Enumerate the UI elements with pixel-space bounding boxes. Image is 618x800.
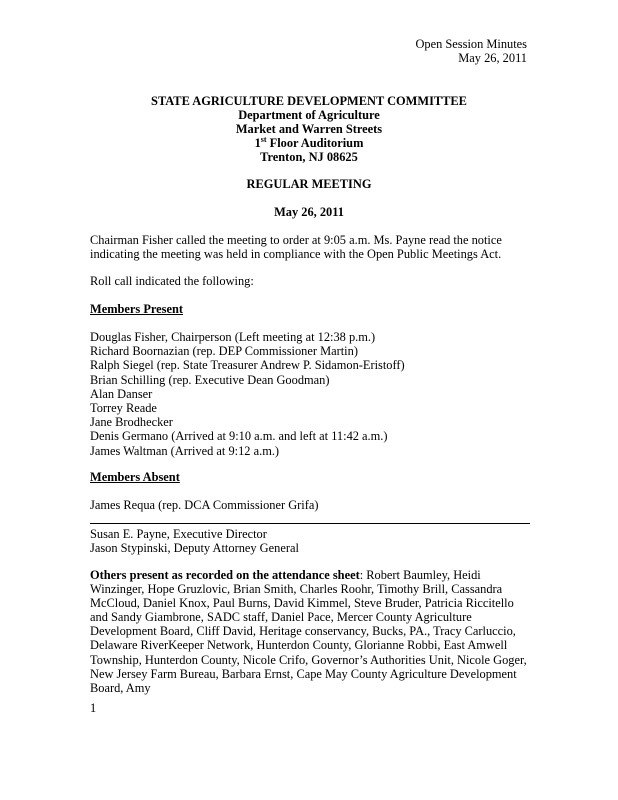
list-item: James Waltman (Arrived at 9:12 a.m.) (90, 443, 280, 458)
committee-name: STATE AGRICULTURE DEVELOPMENT COMMITTEE (151, 94, 467, 108)
list-item: Torrey Reade (90, 400, 157, 415)
meeting-date: May 26, 2011 (274, 205, 344, 219)
venue (0, 136, 618, 150)
others-present-paragraph (90, 568, 530, 695)
members-present-list (90, 330, 405, 458)
members-absent-item: James Requa (rep. DCA Commissioner Grifa) (90, 498, 319, 512)
header-date: May 26, 2011 (458, 51, 527, 65)
title-block (0, 94, 618, 164)
list-item: Douglas Fisher, Chairperson (Left meeting at 12:38 p.m.) (90, 330, 376, 344)
list-item: Jason Stypinski, Deputy Attorney General (90, 541, 299, 556)
others-present-text: : Robert Baumley, Heidi Winzinger, Hope Gruzlovic, Brian Smith, Charles Roohr, Timothy Brill, Cassandra McCloud, Daniel Knox, Paul Burns, David Kimmel, Steve Bruder, Patricia Riccitello and Sandy Giambrone, SADC staff, Daniel Pace, Mercer County Agriculture Development Board, Cliff David, Heritage conservancy, Bucks, PA., Tracy Carluccio, Delaware RiverKeeper Network, Hunterdon County, Glorianne Robbi, East Amwell Township, Hunterdon County, Nicole Crifo, Governor’s Authorities Unit, Nicole Goger, New Jersey Farm Bureau, Barbara Ernst, Cape May County Agriculture Development Board, Amy (90, 568, 527, 695)
header-doc-type: Open Session Minutes (415, 37, 527, 51)
floor-suffix: st (260, 134, 267, 144)
others-present-label: Others present as recorded on the attendance sheet (90, 568, 360, 582)
city-address: Trenton, NJ 08625 (260, 150, 358, 164)
members-present-heading: Members Present (90, 302, 184, 316)
list-item: Brian Schilling (rep. Executive Dean Goodman) (90, 372, 330, 387)
roll-call-text: Roll call indicated the following: (90, 274, 254, 288)
call-to-order-paragraph: Chairman Fisher called the meeting to order at 9:05 a.m. Ms. Payne read the notice indicating the meeting was held in compliance with the Open Public Meetings Act. (90, 233, 502, 262)
list-item: Ralph Siegel (rep. State Treasurer Andrew P. Sidamon-Eristoff) (90, 358, 405, 373)
running-header (415, 37, 527, 65)
staff-list (90, 527, 299, 555)
members-absent-heading: Members Absent (90, 470, 180, 484)
street-address: Market and Warren Streets (235, 122, 383, 136)
floor-number: 1 (254, 136, 261, 150)
meeting-type: REGULAR MEETING (246, 177, 372, 191)
list-item: Denis Germano (Arrived at 9:10 a.m. and left at 11:42 a.m.) (90, 429, 388, 444)
list-item: Jane Brodhecker (90, 415, 173, 430)
list-item: Susan E. Payne, Executive Director (90, 527, 267, 541)
department-name: Department of Agriculture (238, 108, 380, 122)
page-number: 1 (90, 701, 97, 715)
section-divider (90, 523, 530, 524)
list-item: Alan Danser (90, 386, 153, 401)
floor-venue: Floor Auditorium (266, 136, 364, 150)
list-item: Richard Boornazian (rep. DEP Commissioner Martin) (90, 344, 358, 359)
